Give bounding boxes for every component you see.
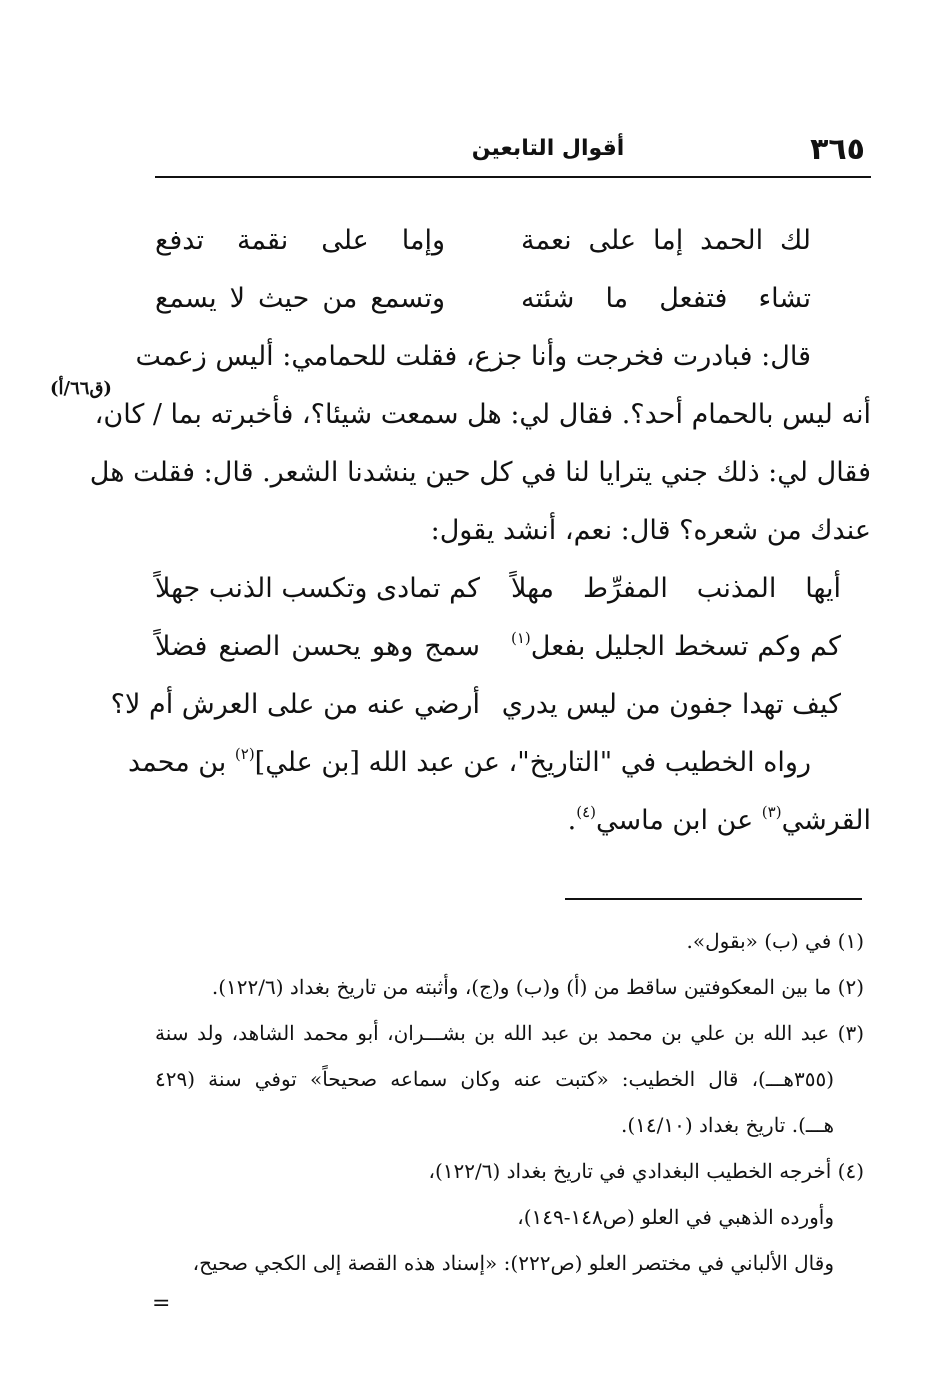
footnote-separator — [565, 898, 862, 900]
narration-paragraph — [89, 328, 871, 560]
verse-line — [155, 212, 811, 270]
verse-first-hemistich: تشاء فتفعل ما شئته — [521, 283, 811, 314]
page-header — [155, 132, 871, 178]
verse-first-hemistich: كيف تهدا جفون من ليس يدري — [501, 689, 841, 720]
footnote-continuation: هـــ). تاريخ بغداد (١٤/١٠). — [620, 1113, 834, 1137]
source-paragraph — [127, 734, 871, 850]
verse-second-hemistich: سمج وهو يحسن الصنع فضلاً — [155, 631, 480, 662]
verse-line — [155, 270, 811, 328]
page-number: ٣٦٥ — [810, 132, 865, 167]
continuation-mark: = — [152, 1291, 171, 1316]
footnote-continuation: (٣٥٥هـــ)، قال الخطيب: «كتبت عنه وكان سماعه صحيحاً» توفي سنة (٤٢٩ — [155, 1067, 834, 1091]
paragraph-line: عندك من شعره؟ قال: نعم، أنشد يقول: — [430, 515, 871, 546]
running-title: أقوال التابعين — [471, 136, 625, 161]
verse-line — [155, 618, 841, 676]
footnote-continuation: وقال الألباني في مختصر العلو (ص٢٢٢): «إسناد هذه القصة إلى الكجي صحيح، — [192, 1251, 834, 1275]
paragraph-line: القرشي$^{(٣)}$ عن ابن ماسي$^{(٤)}$. — [567, 803, 871, 836]
footnote-continuation: وأورده الذهبي في العلو (ص١٤٨-١٤٩)، — [517, 1205, 834, 1229]
footnote: (٣) عبد الله بن علي بن محمد بن عبد الله بن بشـــران، أبو محمد الشاهد، ولد سنة — [155, 1021, 864, 1045]
verse-first-hemistich: لك الحمد إما على نعمة — [521, 225, 811, 256]
verse-first-hemistich: أيها المذنب المفرِّط مهلاً — [511, 573, 841, 604]
paragraph-line: رواه الخطيب في "التاريخ"، عن عبد الله [بن علي]$^{(٢)}$ بن محمد — [127, 745, 811, 778]
paragraph-line: فقال لي: ذلك جني يترايا لنا في كل حين ينشدنا الشعر. قال: فقلت هل — [89, 457, 871, 488]
footnote-ref[interactable]: (٢) — [234, 745, 255, 763]
paragraph-line: قال: فبادرت فخرجت وأنا جزع، فقلت للحمامي: أليس زعمت — [135, 341, 811, 372]
footnote: (٢) ما بين المعكوفتين ساقط من (أ) و(ب) و(ج)، وأثبته من تاريخ بغداد (١٢٢/٦). — [211, 975, 864, 999]
verse-first-hemistich: كم وكم تسخط الجليل بفعل$^{(١)}$ — [511, 629, 841, 662]
footnote-ref[interactable]: (٣) — [761, 803, 782, 821]
footnote: (١) في (ب) «بقول». — [686, 929, 864, 953]
verse-second-hemistich: وتسمع من حيث لا يسمع — [155, 283, 445, 314]
paragraph-line: أنه ليس بالحمام أحد؟. فقال لي: هل سمعت شيئا؟، فأخبرته بما / كان، — [94, 399, 871, 430]
verse-second-hemistich: أرضي عنه من على العرش أم لا؟ — [110, 689, 480, 720]
footnote-ref[interactable]: (١) — [511, 629, 531, 647]
footnotes — [155, 918, 864, 1286]
footnote-ref[interactable]: (٤) — [576, 803, 596, 821]
manuscript-folio-note: (ق٦٦/أ) — [50, 378, 112, 399]
footnote: (٤) أخرجه الخطيب البغدادي في تاريخ بغداد (١٢٢/٦)، — [428, 1159, 864, 1183]
verse-line — [155, 560, 841, 618]
verse-second-hemistich: وإما على نقمة تدفع — [155, 225, 445, 256]
main-text — [89, 212, 871, 850]
verse-second-hemistich: كم تمادى وتكسب الذنب جهلاً — [155, 573, 480, 604]
verse-line — [110, 676, 841, 734]
